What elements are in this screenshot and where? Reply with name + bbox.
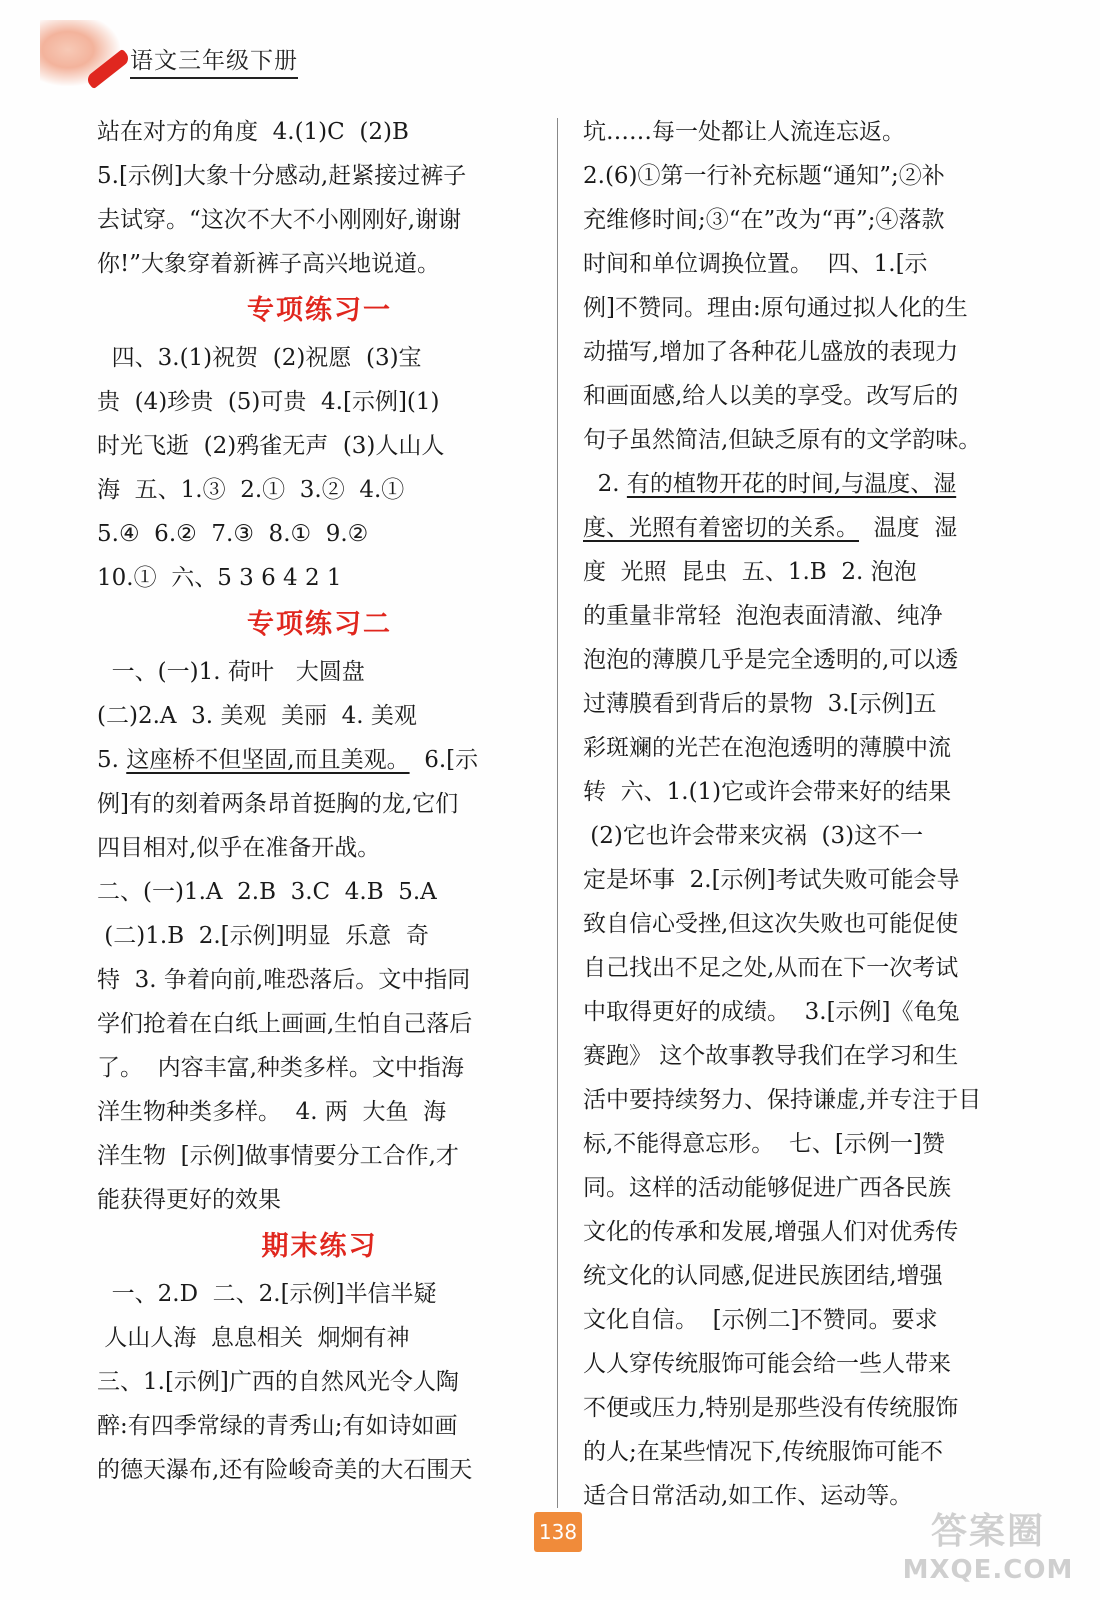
text-span: 5. — [97, 747, 127, 773]
text-line: 了。 内容丰富,种类多样。文中指海 — [97, 1055, 464, 1081]
watermark-url: MXQE.COM — [902, 1555, 1074, 1585]
text-line: 醉:有四季常绿的青秀山;有如诗如画 — [97, 1413, 458, 1439]
underlined-answer: 这座桥不但坚固,而且美观。 — [126, 747, 410, 773]
text-line: 三、1.[示例]广西的自然风光令人陶 — [97, 1369, 459, 1395]
text-line: 贵 (4)珍贵 (5)可贵 4.[示例](1) — [97, 389, 440, 415]
watermark-logo-text: 答案圈 — [930, 1511, 1045, 1552]
text-line: 活中要持续努力、保持谦虚,并专注于目 — [583, 1087, 982, 1113]
text-line: 海 五、1.③ 2.① 3.② 4.① — [97, 477, 405, 503]
text-line: 彩斑斓的光芒在泡泡透明的薄膜中流 — [583, 735, 951, 761]
text-line: 四目相对,似乎在准备开战。 — [97, 835, 381, 861]
text-line: 动描写,增加了各种花儿盛放的表现力 — [583, 339, 959, 365]
section-heading: 专项练习一 — [247, 295, 392, 326]
text-line: 赛跑》 这个故事教导我们在学习和生 — [583, 1043, 959, 1069]
text-line: (二)2.A 3. 美观 美丽 4. 美观 — [97, 703, 417, 729]
section-heading: 期末练习 — [261, 1231, 378, 1262]
text-line: 过薄膜看到背后的景物 3.[示例]五 — [583, 691, 937, 717]
text-span: 6.[示 — [409, 747, 479, 773]
page-number: 138 — [534, 1512, 582, 1552]
underlined-answer: 度、光照有着密切的关系。 — [583, 515, 859, 541]
text-line: 度 光照 昆虫 五、1.B 2. 泡泡 — [583, 559, 917, 585]
left-column — [97, 110, 542, 1492]
text-line: 学们抢着在白纸上画画,生怕自己落后 — [97, 1011, 473, 1037]
text-line: 例]不赞同。理由:原句通过拟人化的生 — [583, 295, 968, 321]
text-line: 文化自信。 [示例二]不赞同。要求 — [583, 1307, 938, 1333]
text-line: 人人穿传统服饰可能会给一些人带来 — [583, 1351, 951, 1377]
underlined-answer: 有的植物开花的时间,与温度、湿 — [626, 471, 957, 497]
text-line: 的德天瀑布,还有险峻奇美的大石围天 — [97, 1457, 473, 1483]
text-line: 洋生物种类多样。 4. 两 大鱼 海 — [97, 1099, 447, 1125]
text-line — [97, 738, 542, 782]
text-line: 的人;在某些情况下,传统服饰可能不 — [583, 1439, 944, 1465]
page-header — [40, 20, 440, 90]
text-line: 泡泡的薄膜几乎是完全透明的,可以透 — [583, 647, 959, 673]
text-line: 句子虽然简洁,但缺乏原有的文学韵味。 — [583, 427, 982, 453]
text-line: 5.④ 6.② 7.③ 8.① 9.② — [97, 521, 369, 547]
text-line: 站在对方的角度 4.(1)C (2)B — [97, 119, 409, 145]
text-line: 同。这样的活动能够促进广西各民族 — [583, 1175, 951, 1201]
right-column — [583, 110, 1028, 1518]
text-line: 自己找出不足之处,从而在下一次考试 — [583, 955, 959, 981]
text-line: 例]有的刻着两条昂首挺胸的龙,它们 — [97, 791, 459, 817]
text-line: 的重量非常轻 泡泡表面清澈、纯净 — [583, 603, 943, 629]
text-line: 四、3.(1)祝贺 (2)祝愿 (3)宝 — [97, 345, 422, 371]
text-line: 转 六、1.(1)它或许会带来好的结果 — [583, 779, 952, 805]
section-heading: 专项练习二 — [247, 609, 392, 640]
text-line: 中取得更好的成绩。 3.[示例]《龟兔 — [583, 999, 960, 1025]
text-line: 你!”大象穿着新裤子高兴地说道。 — [97, 251, 441, 277]
text-line: 特 3. 争着向前,唯恐落后。文中指同 — [97, 967, 471, 993]
text-line: 2.(6)①第一行补充标题“通知”;②补 — [583, 163, 945, 189]
text-line — [583, 506, 1028, 550]
text-line: 5.[示例]大象十分感动,赶紧接过裤子 — [97, 163, 467, 189]
text-line: 和画面感,给人以美的享受。改写后的 — [583, 383, 959, 409]
text-span: 温度 湿 — [859, 515, 958, 541]
text-line: 10.① 六、5 3 6 4 2 1 — [97, 565, 342, 591]
text-line: (2)它也许会带来灾祸 (3)这不一 — [583, 823, 924, 849]
text-line: 去试穿。“这次不大不小刚刚好,谢谢 — [97, 207, 462, 233]
text-line: 洋生物 [示例]做事情要分工合作,才 — [97, 1143, 459, 1169]
text-line: 时间和单位调换位置。 四、1.[示 — [583, 251, 928, 277]
text-line: 致自信心受挫,但这次失败也可能促使 — [583, 911, 959, 937]
text-line: 不便或压力,特别是那些没有传统服饰 — [583, 1395, 959, 1421]
text-line: 坑……每一处都让人流连忘返。 — [583, 119, 905, 145]
text-line: 二、(一)1.A 2.B 3.C 4.B 5.A — [97, 879, 437, 905]
text-line: 统文化的认同感,促进民族团结,增强 — [583, 1263, 943, 1289]
text-line: 充维修时间;③“在”改为“再”;④落款 — [583, 207, 945, 233]
book-title: 语文三年级下册 — [130, 42, 298, 79]
text-line: 一、2.D 二、2.[示例]半信半疑 — [97, 1281, 437, 1307]
text-line — [583, 462, 1028, 506]
text-line: 时光飞逝 (2)鸦雀无声 (3)人山人 — [97, 433, 445, 459]
text-line: (二)1.B 2.[示例]明显 乐意 奇 — [97, 923, 429, 949]
site-watermark — [888, 1510, 1088, 1590]
text-line: 一、(一)1. 荷叶 大圆盘 — [97, 659, 365, 685]
column-divider — [557, 118, 558, 1508]
text-line: 人山人海 息息相关 炯炯有神 — [97, 1325, 410, 1351]
text-line: 标,不能得意忘形。 七、[示例一]赞 — [583, 1131, 945, 1157]
text-line: 适合日常活动,如工作、运动等。 — [583, 1483, 913, 1509]
text-line: 文化的传承和发展,增强人们对优秀传 — [583, 1219, 959, 1245]
text-line: 能获得更好的效果 — [97, 1187, 281, 1213]
text-line: 定是坏事 2.[示例]考试失败可能会导 — [583, 867, 960, 893]
text-span: 2. — [583, 471, 627, 497]
